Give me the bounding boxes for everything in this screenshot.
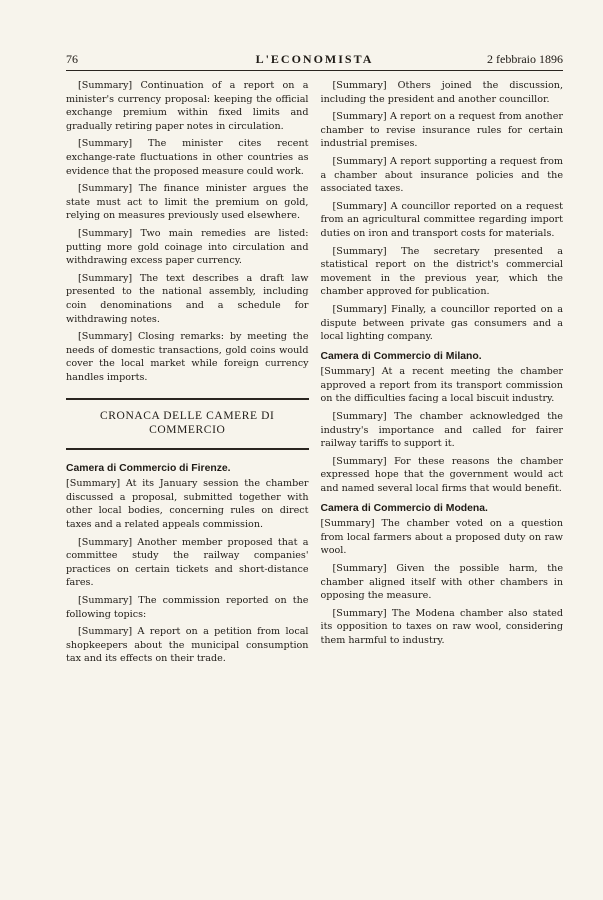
two-column-body: [66, 79, 563, 879]
issue-date: 2 febbraio 1896: [487, 52, 563, 66]
masthead-title: L'ECONOMISTA: [255, 52, 374, 66]
article-paragraph: [Summary] Two main remedies are listed: putting more gold coinage into circulation and withdrawing excess paper currency.: [66, 227, 309, 267]
article-paragraph: [Summary] The finance minister argues the state must act to limit the premium on gold, relying on measures previously used elsewhere.: [66, 183, 309, 222]
right-column: [321, 79, 564, 879]
chamber-heading: Camera di Commercio di Modena.: [320, 502, 488, 514]
article-paragraph: [Summary] Others joined the discussion, including the president and another councillor.: [320, 80, 563, 105]
section-title: CRONACA DELLE CAMERE DI COMMERCIO: [100, 410, 275, 437]
article-paragraph: [Summary] A councillor reported on a request from an agricultural committee regarding import duties on iron and transport costs for materials.: [320, 200, 563, 239]
chamber-heading: Camera di Commercio di Milano.: [320, 350, 482, 362]
chamber-paragraph: [Summary] At its January session the chamber discussed a proposal, submitted together with other local bodies, concerning rules on direct taxes and a related appeals commission.: [66, 478, 309, 531]
section-title-box: [66, 398, 309, 449]
chamber-paragraph: [Summary] The chamber voted on a question from local farmers about a proposed duty on raw wool.: [320, 518, 563, 557]
chamber-paragraph: [Summary] A report on a petition from local shopkeepers about the municipal consumption tax and its effects on their trade.: [66, 626, 309, 665]
running-header: [66, 52, 563, 71]
chamber-paragraph: [Summary] The chamber acknowledged the industry's importance and called for fairer railway tariffs to support it.: [320, 411, 563, 450]
article-paragraph: [Summary] Finally, a councillor reported on a dispute between private gas consumers and a local lighting company.: [320, 303, 563, 343]
article-paragraph: [Summary] The text describes a draft law presented to the national assembly, including coin denominations and a schedule for withdrawing notes.: [66, 272, 309, 325]
chamber-paragraph: [Summary] At a recent meeting the chamber approved a report from its transport commission on the difficulties facing a local biscuit industry.: [320, 366, 563, 405]
chamber-paragraph: [Summary] Another member proposed that a committee study the railway companies' practices on certain tickets and short-distance fares.: [66, 536, 309, 589]
chamber-paragraph: [Summary] The commission reported on the following topics:: [66, 595, 309, 620]
article-paragraph: [Summary] The secretary presented a statistical report on the district's commercial movement in the previous year, which the chamber approved for publication.: [320, 245, 563, 298]
page-number: 76: [66, 52, 78, 66]
article-paragraph: [Summary] Continuation of a report on a minister's currency proposal: keeping the official exchange premium within fixed limits and gradually retiring paper notes in circulation.: [66, 80, 309, 132]
chamber-paragraph: [Summary] For these reasons the chamber expressed hope that the government would act and named several local firms that would benefit.: [320, 455, 563, 495]
chamber-paragraph: [Summary] The Modena chamber also stated its opposition to taxes on raw wool, considering them harmful to industry.: [320, 607, 563, 646]
chamber-paragraph: [Summary] Given the possible harm, the chamber aligned itself with other chambers in opposing the measure.: [320, 563, 563, 602]
left-column: [66, 79, 309, 879]
article-paragraph: [Summary] The minister cites recent exchange-rate fluctuations in other countries as evidence that the proposed measure could work.: [66, 138, 309, 177]
article-paragraph: [Summary] A report on a request from another chamber to revise insurance rules for certain industrial premises.: [320, 111, 563, 150]
article-paragraph: [Summary] A report supporting a request from a chamber about insurance policies and the associated taxes.: [320, 155, 563, 195]
chamber-heading: Camera di Commercio di Firenze.: [66, 462, 231, 474]
article-paragraph: [Summary] Closing remarks: by meeting the needs of domestic transactions, gold coins would cover the local market while foreign currency handles imports.: [66, 331, 309, 383]
